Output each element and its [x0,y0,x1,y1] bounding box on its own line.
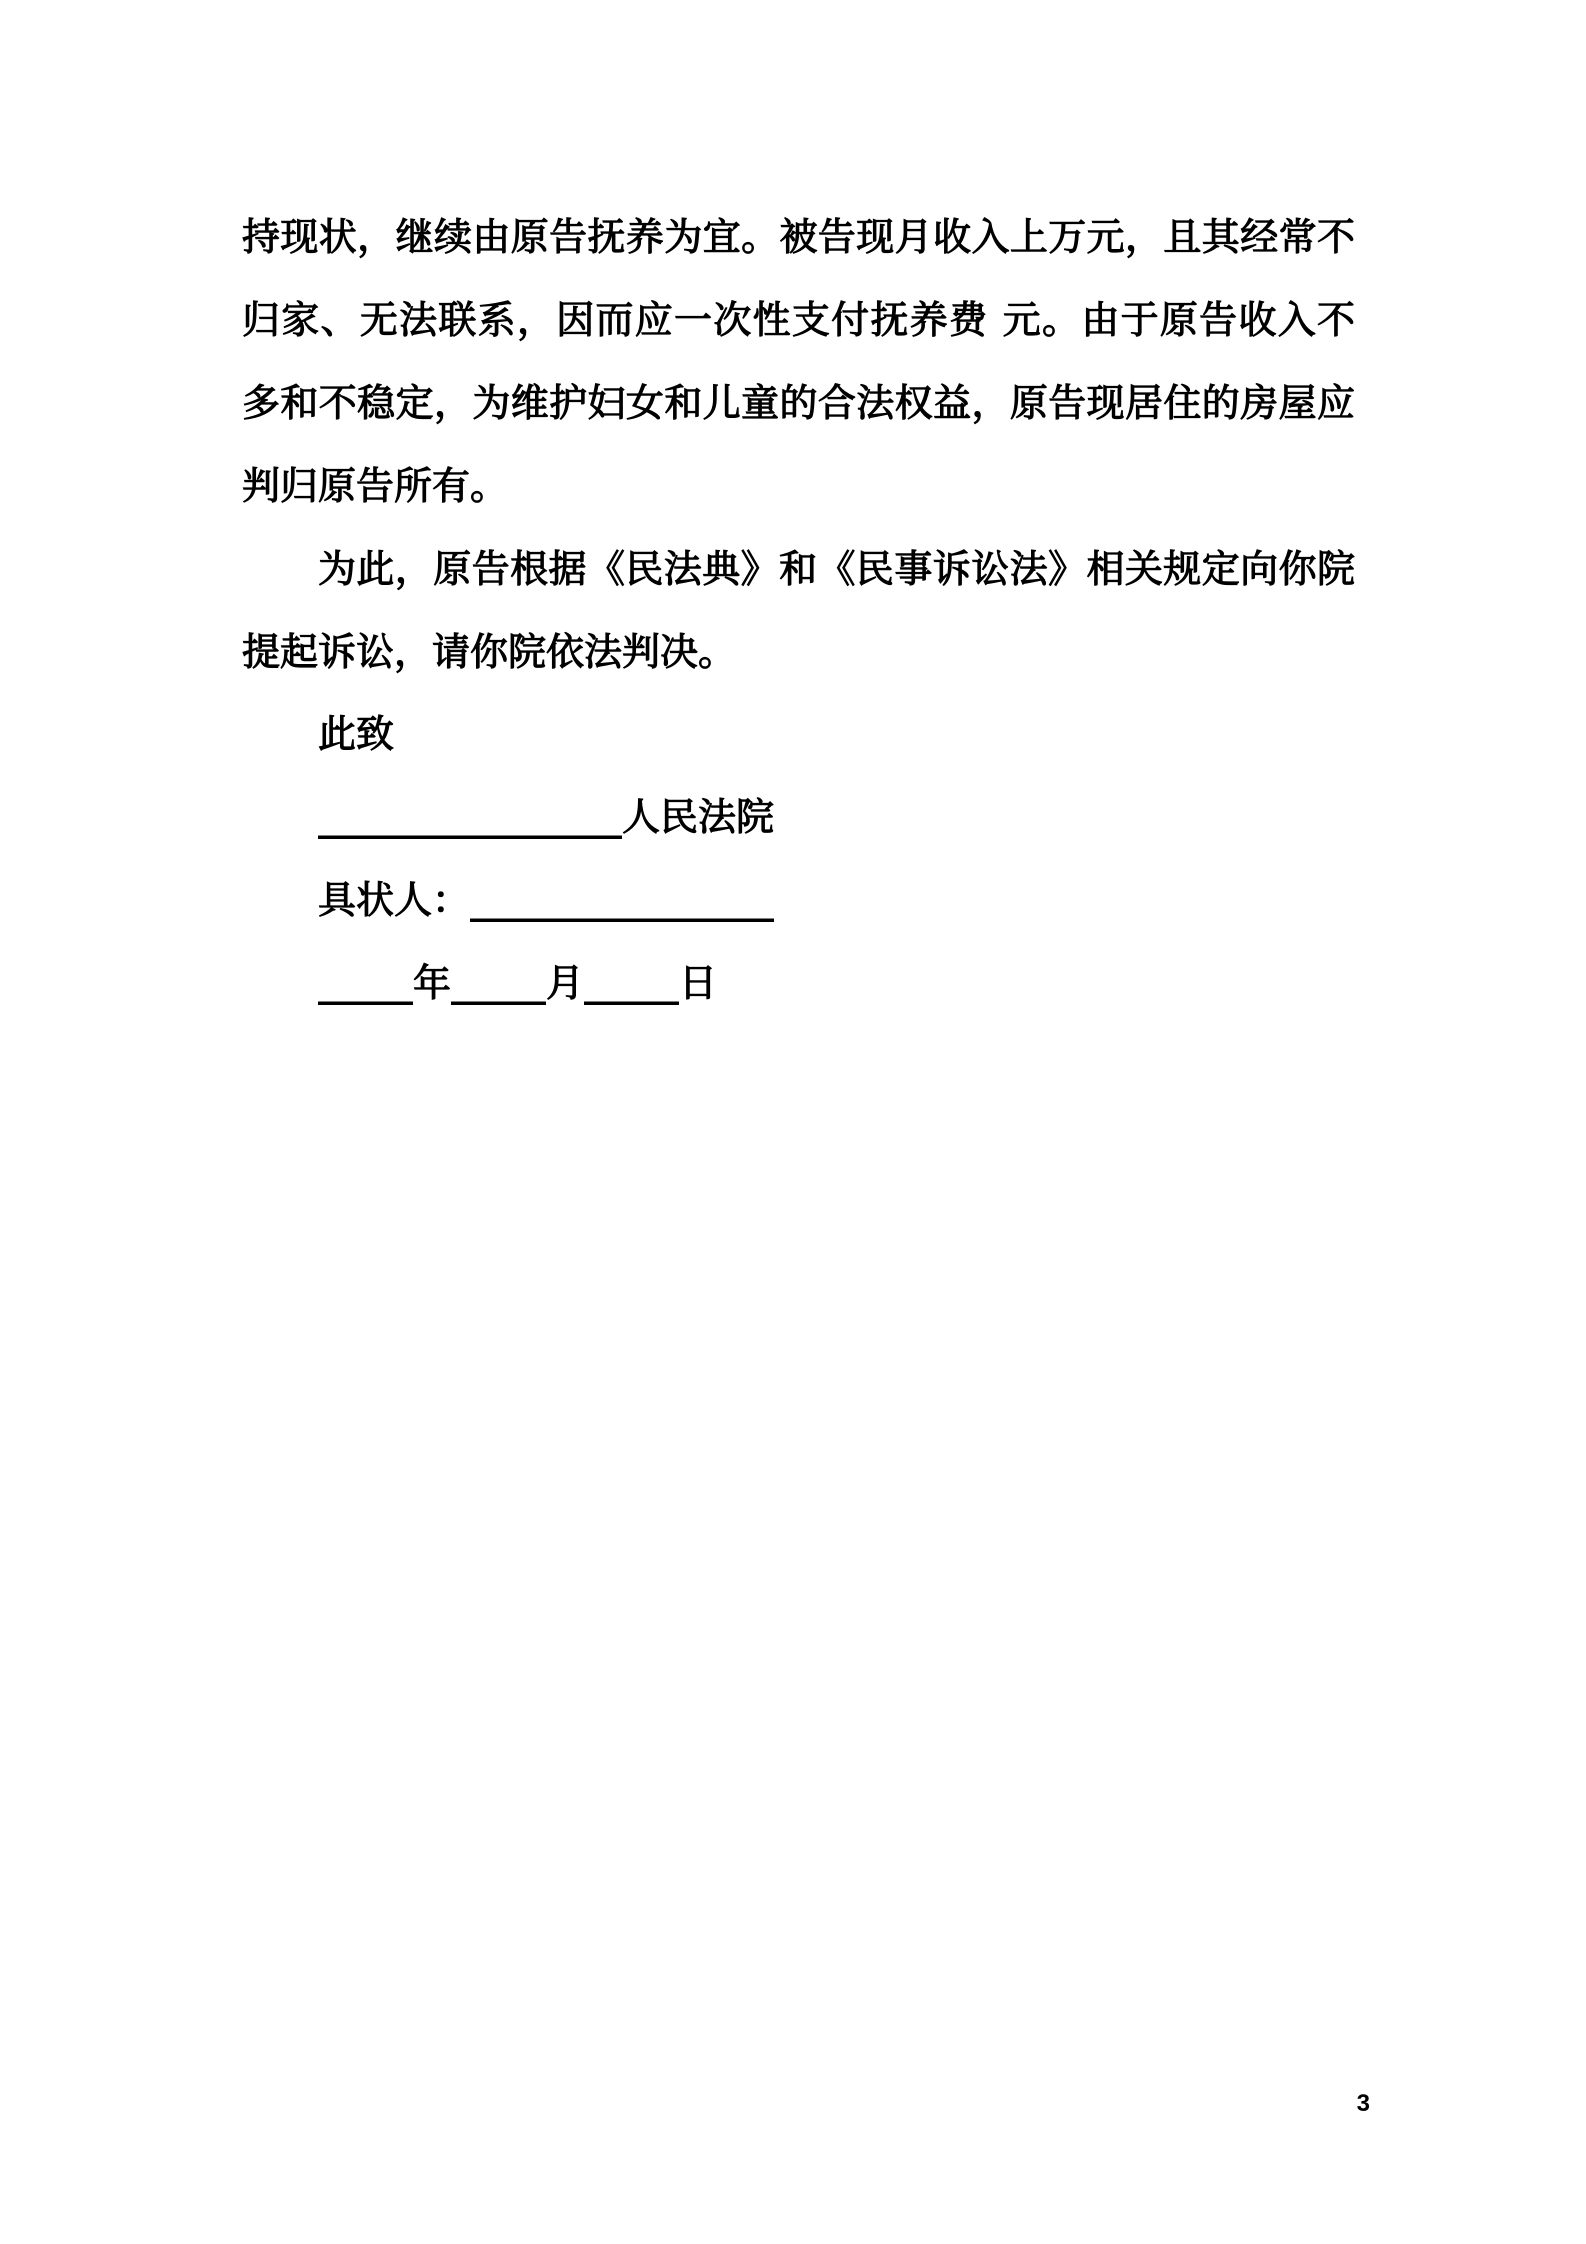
paragraph-lawsuit-request: 为此，原告根据《民法典》和《民事诉讼法》相关规定向你院提起诉讼，请你院依法判决。 [242,547,1355,674]
salutation: 此致 [318,712,395,756]
document-body [242,196,1355,694]
signer-line: 具状人：________________ [318,878,775,922]
document-closing [318,693,1218,1025]
paragraph-continuation: 持现状，继续由原告抚养为宜。被告现月收入上万元，且其经常不归家、无法联系，因而应一次性支付抚养费 元。由于原告收入不多和不稳定，为维护妇女和儿童的合法权益，原告现居住的房屋应判归原告所有。 [242,215,1355,508]
date-line: _____年_____月_____日 [318,961,718,1005]
page-number: 3 [1356,2090,1370,2117]
court-line: ________________人民法院 [318,795,775,839]
